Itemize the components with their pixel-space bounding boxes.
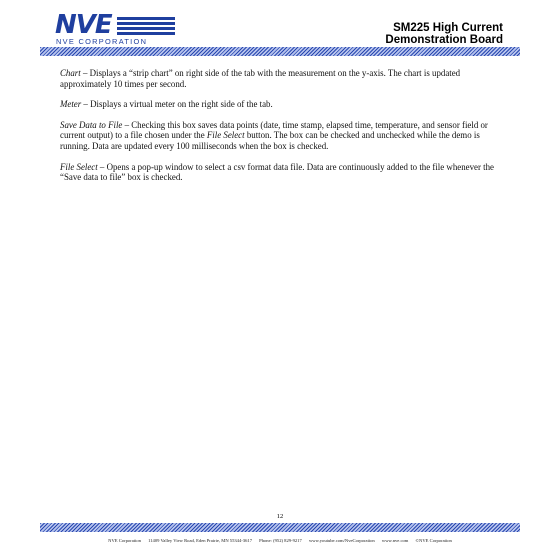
document-title-line2: Demonstration Board xyxy=(385,34,503,46)
paragraph-chart-text: – Displays a “strip chart” on right side of the tab with the measurement on the y-axis. The chart is updated approximately 10 times per second. xyxy=(60,68,461,89)
term-file-select: File Select xyxy=(60,161,98,172)
page-number: 12 xyxy=(276,513,284,520)
footer-copyright: ©NVE Corporation xyxy=(415,538,452,543)
nve-logo xyxy=(55,10,175,46)
paragraph-save-data-text-b: button. The box can be checked and unchecked while the demo is running. Data are updated every 100 milliseconds when the box is checked. xyxy=(60,130,480,151)
footer-youtube-link[interactable]: www.youtube.com/NveCorporation xyxy=(308,538,375,543)
footer-address: 11409 Valley View Road, Eden Prairie, MN 55344-3617 xyxy=(148,538,252,543)
document-title-line1: SM225 High Current xyxy=(393,22,503,34)
term-chart: Chart xyxy=(60,68,81,78)
term-save-data: Save Data to File xyxy=(60,119,123,130)
paragraph-meter xyxy=(60,99,502,110)
paragraph-meter-text: – Displays a virtual meter on the right side of the tab. xyxy=(81,99,273,110)
document-title xyxy=(385,22,503,46)
paragraph-file-select-text: – Opens a pop-up window to select a csv format data file. Data are continuously added to the file whenever the “Save data to file” box is checked. xyxy=(60,161,494,183)
footer-website-link[interactable]: www.nve.com xyxy=(381,538,409,543)
logo-stripes-icon xyxy=(117,17,175,35)
footer-phone: Phone: (952) 829-9217 xyxy=(259,538,302,543)
paragraph-chart xyxy=(60,68,502,89)
file-select-reference: File Select xyxy=(206,130,245,141)
term-meter: Meter xyxy=(60,99,82,110)
paragraph-file-select xyxy=(60,162,502,183)
paragraph-save-data-text-a: – Checking this box saves data points (date, time stamp, elapsed time, temperature, and sensor field or current output) to a file chosen under the xyxy=(60,119,488,141)
header-divider xyxy=(40,47,520,56)
footer-company: NVE Corporation xyxy=(108,538,141,543)
page-footer xyxy=(0,538,560,543)
paragraph-save-data xyxy=(60,120,502,152)
footer-divider xyxy=(40,523,520,532)
logo-subtext: NVE CORPORATION xyxy=(56,37,148,46)
document-body xyxy=(60,68,502,193)
logo-wordmark: NVE xyxy=(55,10,112,40)
